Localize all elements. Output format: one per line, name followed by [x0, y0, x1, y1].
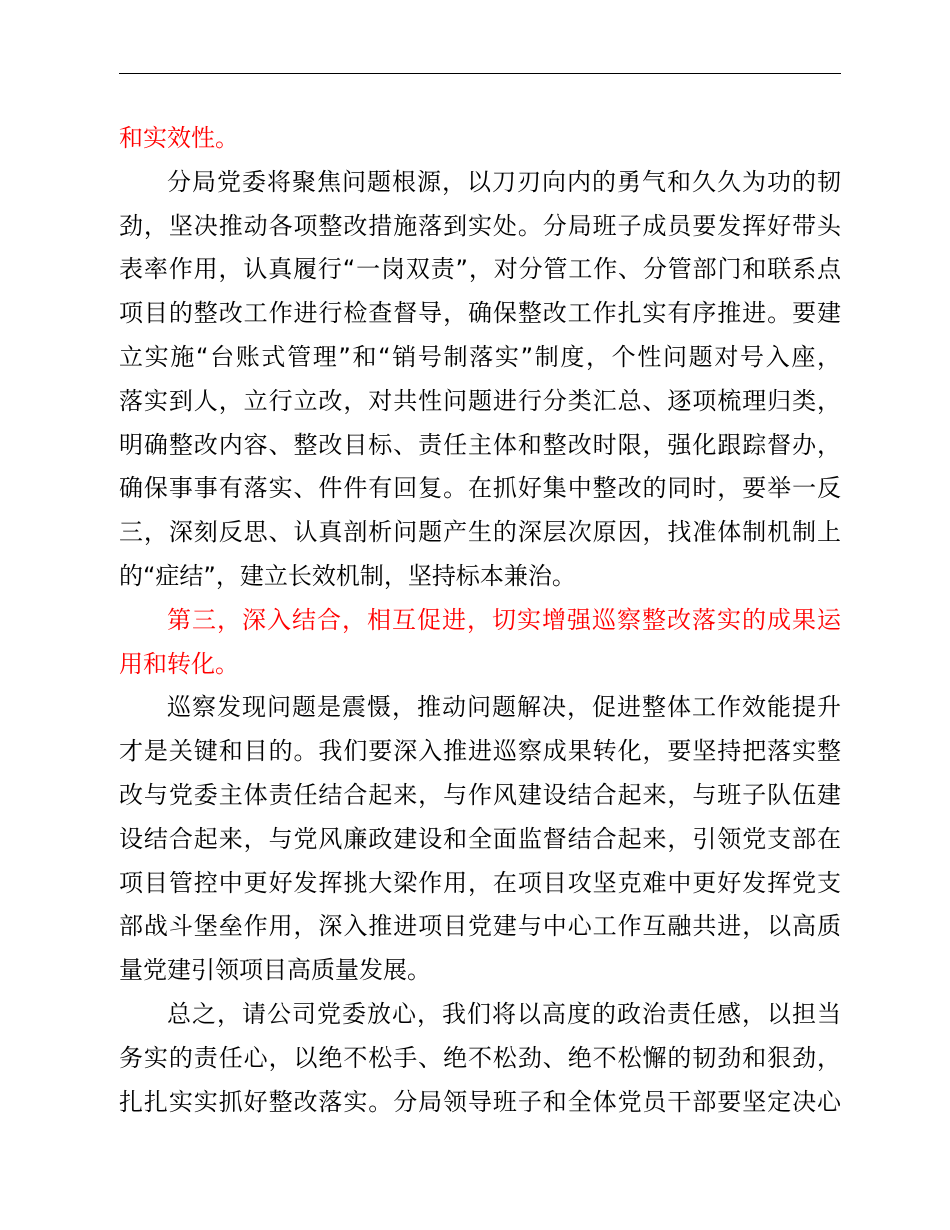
body-text-line: 三，深刻反思、认真剖析问题产生的深层次原因，找准体制机制上 [119, 518, 841, 547]
body-text-line: 改与党委主体责任结合起来，与作风建设结合起来，与班子队伍建 [119, 780, 841, 809]
body-text-line: 确保事事有落实、件件有回复。在抓好集中整改的同时，要举一反 [119, 474, 841, 503]
body-text-line: 巡察发现问题是震慑，推动问题解决，促进整体工作效能提升 [167, 693, 841, 722]
heading-line: 第三，深入结合，相互促进，切实增强巡察整改落实的成果运 [167, 605, 841, 634]
body-text-line: 项目的整改工作进行检查督导，确保整改工作扎实有序推进。要建 [119, 299, 841, 328]
body-text-line: 总之，请公司党委放心，我们将以高度的政治责任感，以担当 [167, 999, 841, 1028]
document-body [119, 117, 841, 1124]
body-text-line: 务实的责任心，以绝不松手、绝不松劲、绝不松懈的韧劲和狠劲， [119, 1043, 841, 1072]
body-text-line: 明确整改内容、整改目标、责任主体和整改时限，强化跟踪督办， [119, 430, 841, 459]
body-text-line: 项目管控中更好发挥挑大梁作用，在项目攻坚克难中更好发挥党支 [119, 868, 841, 897]
body-text-line: 落实到人，立行立改，对共性问题进行分类汇总、逐项梳理归类， [119, 386, 841, 415]
heading-line: 用和转化。 [119, 649, 239, 678]
body-text-line: 量党建引领项目高质量发展。 [119, 956, 431, 985]
body-text-line: 才是关键和目的。我们要深入推进巡察成果转化，要坚持把落实整 [119, 737, 841, 766]
body-text-line: 立实施“台账式管理”和“销号制落实”制度，个性问题对号入座， [119, 342, 841, 371]
body-text-line: 扎扎实实抓好整改落实。分局领导班子和全体党员干部要坚定决心 [119, 1087, 841, 1116]
heading-line: 和实效性。 [119, 124, 239, 152]
header-rule [119, 73, 841, 74]
body-text-line: 劲，坚决推动各项整改措施落到实处。分局班子成员要发挥好带头 [119, 211, 841, 240]
body-text-line: 的“症结”，建立长效机制，坚持标本兼治。 [119, 561, 576, 590]
body-text-line: 分局党委将聚焦问题根源，以刀刃向内的勇气和久久为功的韧 [167, 167, 841, 196]
body-text-line: 表率作用，认真履行“一岗双责”，对分管工作、分管部门和联系点 [119, 255, 841, 284]
body-text-line: 设结合起来，与党风廉政建设和全面监督结合起来，引领党支部在 [119, 824, 841, 853]
body-text-line: 部战斗堡垒作用，深入推进项目党建与中心工作互融共进，以高质 [119, 912, 841, 941]
